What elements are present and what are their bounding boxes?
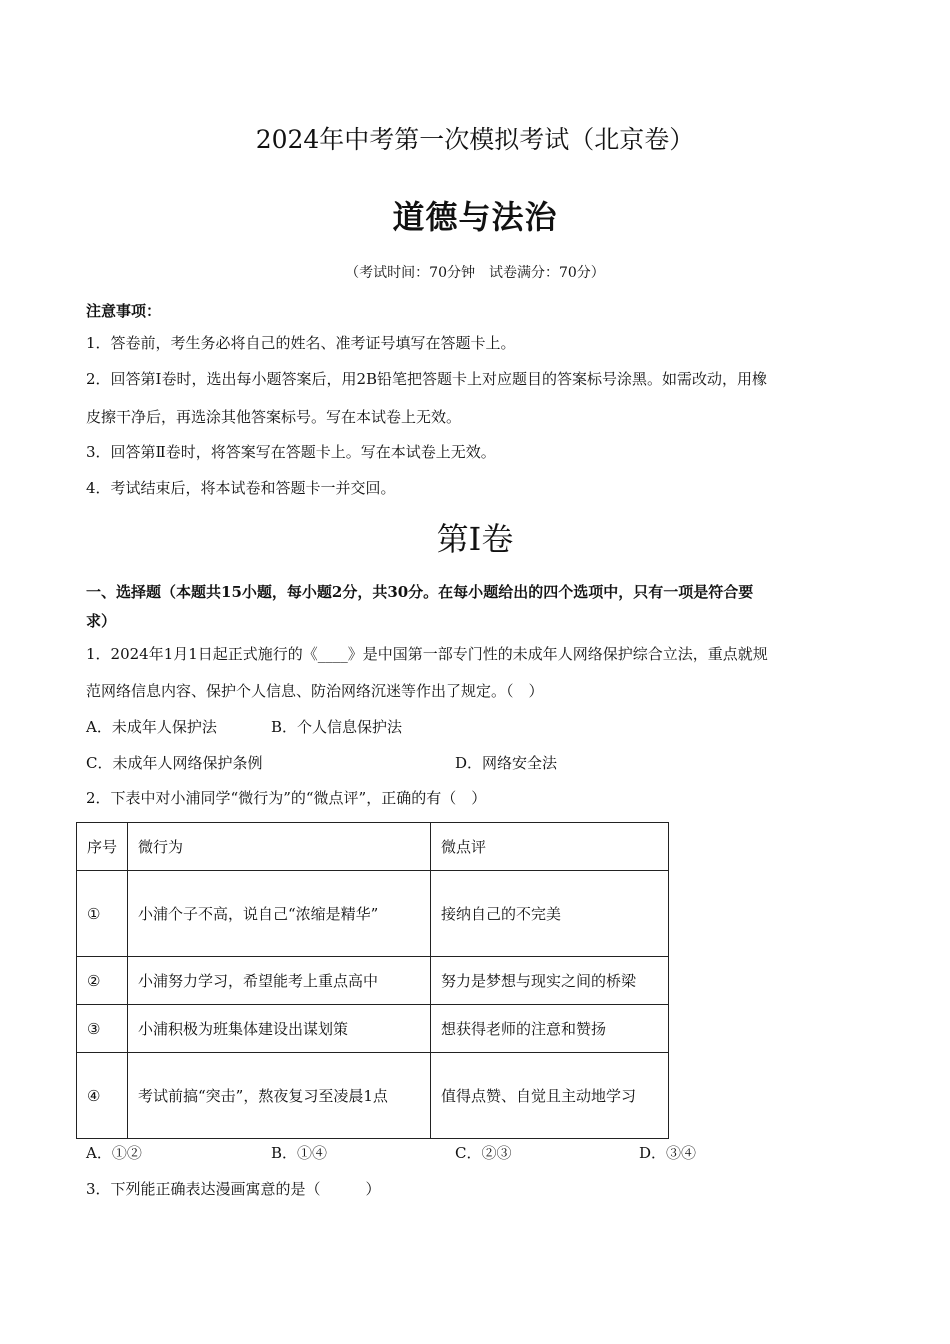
table-cell: ③ <box>77 1005 128 1053</box>
table-cell: 考试前搞“突击”，熬夜复习至凌晨1点 <box>128 1053 431 1139</box>
subject-title: 道德与法治 <box>392 198 558 236</box>
table-cell: ④ <box>77 1053 128 1139</box>
table-row <box>77 1053 669 1139</box>
q3-stem: 3．下列能正确表达漫画寓意的是（ ） <box>86 1180 381 1198</box>
table-cell: ② <box>77 957 128 1005</box>
table-cell: 努力是梦想与现实之间的桥梁 <box>431 957 669 1005</box>
table-cell: 小浦积极为班集体建设出谋划策 <box>128 1005 431 1053</box>
table-cell: 想获得老师的注意和赞扬 <box>431 1005 669 1053</box>
table-cell: 小浦个子不高，说自己“浓缩是精华” <box>128 871 431 957</box>
header-cell: 序号 <box>77 823 128 871</box>
table-cell: ① <box>77 871 128 957</box>
header-cell: 微行为 <box>128 823 431 871</box>
q1-stem-line-1: 1．2024年1月1日起正式施行的《____》是中国第一部专门性的未成年人网络保护综合立法，重点就规 <box>86 645 768 663</box>
table-header-row <box>77 823 669 871</box>
table-cell: 小浦努力学习，希望能考上重点高中 <box>128 957 431 1005</box>
q2-option-b[interactable]: B．①④ <box>271 1144 328 1162</box>
q1-stem-line-2: 范网络信息内容、保护个人信息、防治网络沉迷等作出了规定。（ ） <box>86 682 544 700</box>
exam-info: （考试时间：70分钟 试卷满分：70分） <box>345 265 605 281</box>
q2-option-d[interactable]: D．③④ <box>639 1144 697 1162</box>
note-item-1: 1．答卷前，考生务必将自己的姓名、准考证号填写在答题卡上。 <box>86 334 516 352</box>
section-instructions-line-1: 一、选择题（本题共15小题，每小题2分，共30分。在每小题给出的四个选项中，只有一项是符合要 <box>86 583 754 601</box>
table-cell: 接纳自己的不完美 <box>431 871 669 957</box>
table-row <box>77 871 669 957</box>
q2-stem: 2．下表中对小浦同学“微行为”的“微点评”，正确的有（ ） <box>86 789 487 807</box>
section-instructions-line-2: 求） <box>86 612 117 630</box>
q2-table <box>76 822 669 1139</box>
q1-option-a[interactable]: A．未成年人保护法 <box>86 718 217 736</box>
note-item-3: 3．回答第Ⅱ卷时，将答案写在答题卡上。写在本试卷上无效。 <box>86 443 496 461</box>
table-row <box>77 1005 669 1053</box>
notes-heading: 注意事项： <box>86 302 162 320</box>
q2-option-c[interactable]: C．②③ <box>455 1144 512 1162</box>
exam-title: 2024年中考第一次模拟考试（北京卷） <box>255 125 695 154</box>
table-cell: 值得点赞、自觉且主动地学习 <box>431 1053 669 1139</box>
note-item-2-line-1: 2．回答第Ⅰ卷时，选出每小题答案后，用2B铅笔把答题卡上对应题目的答案标号涂黑。如需改动，用橡 <box>86 370 768 388</box>
q1-option-b[interactable]: B．个人信息保护法 <box>271 718 403 736</box>
note-item-2-line-2: 皮擦干净后，再选涂其他答案标号。写在本试卷上无效。 <box>86 408 462 426</box>
section-title: 第Ⅰ卷 <box>436 520 514 558</box>
q1-option-d[interactable]: D．网络安全法 <box>455 754 558 772</box>
q2-option-a[interactable]: A．①② <box>86 1144 142 1162</box>
header-cell: 微点评 <box>431 823 669 871</box>
table-row <box>77 957 669 1005</box>
q1-option-c[interactable]: C．未成年人网络保护条例 <box>86 754 263 772</box>
note-item-4: 4．考试结束后，将本试卷和答题卡一并交回。 <box>86 479 396 497</box>
